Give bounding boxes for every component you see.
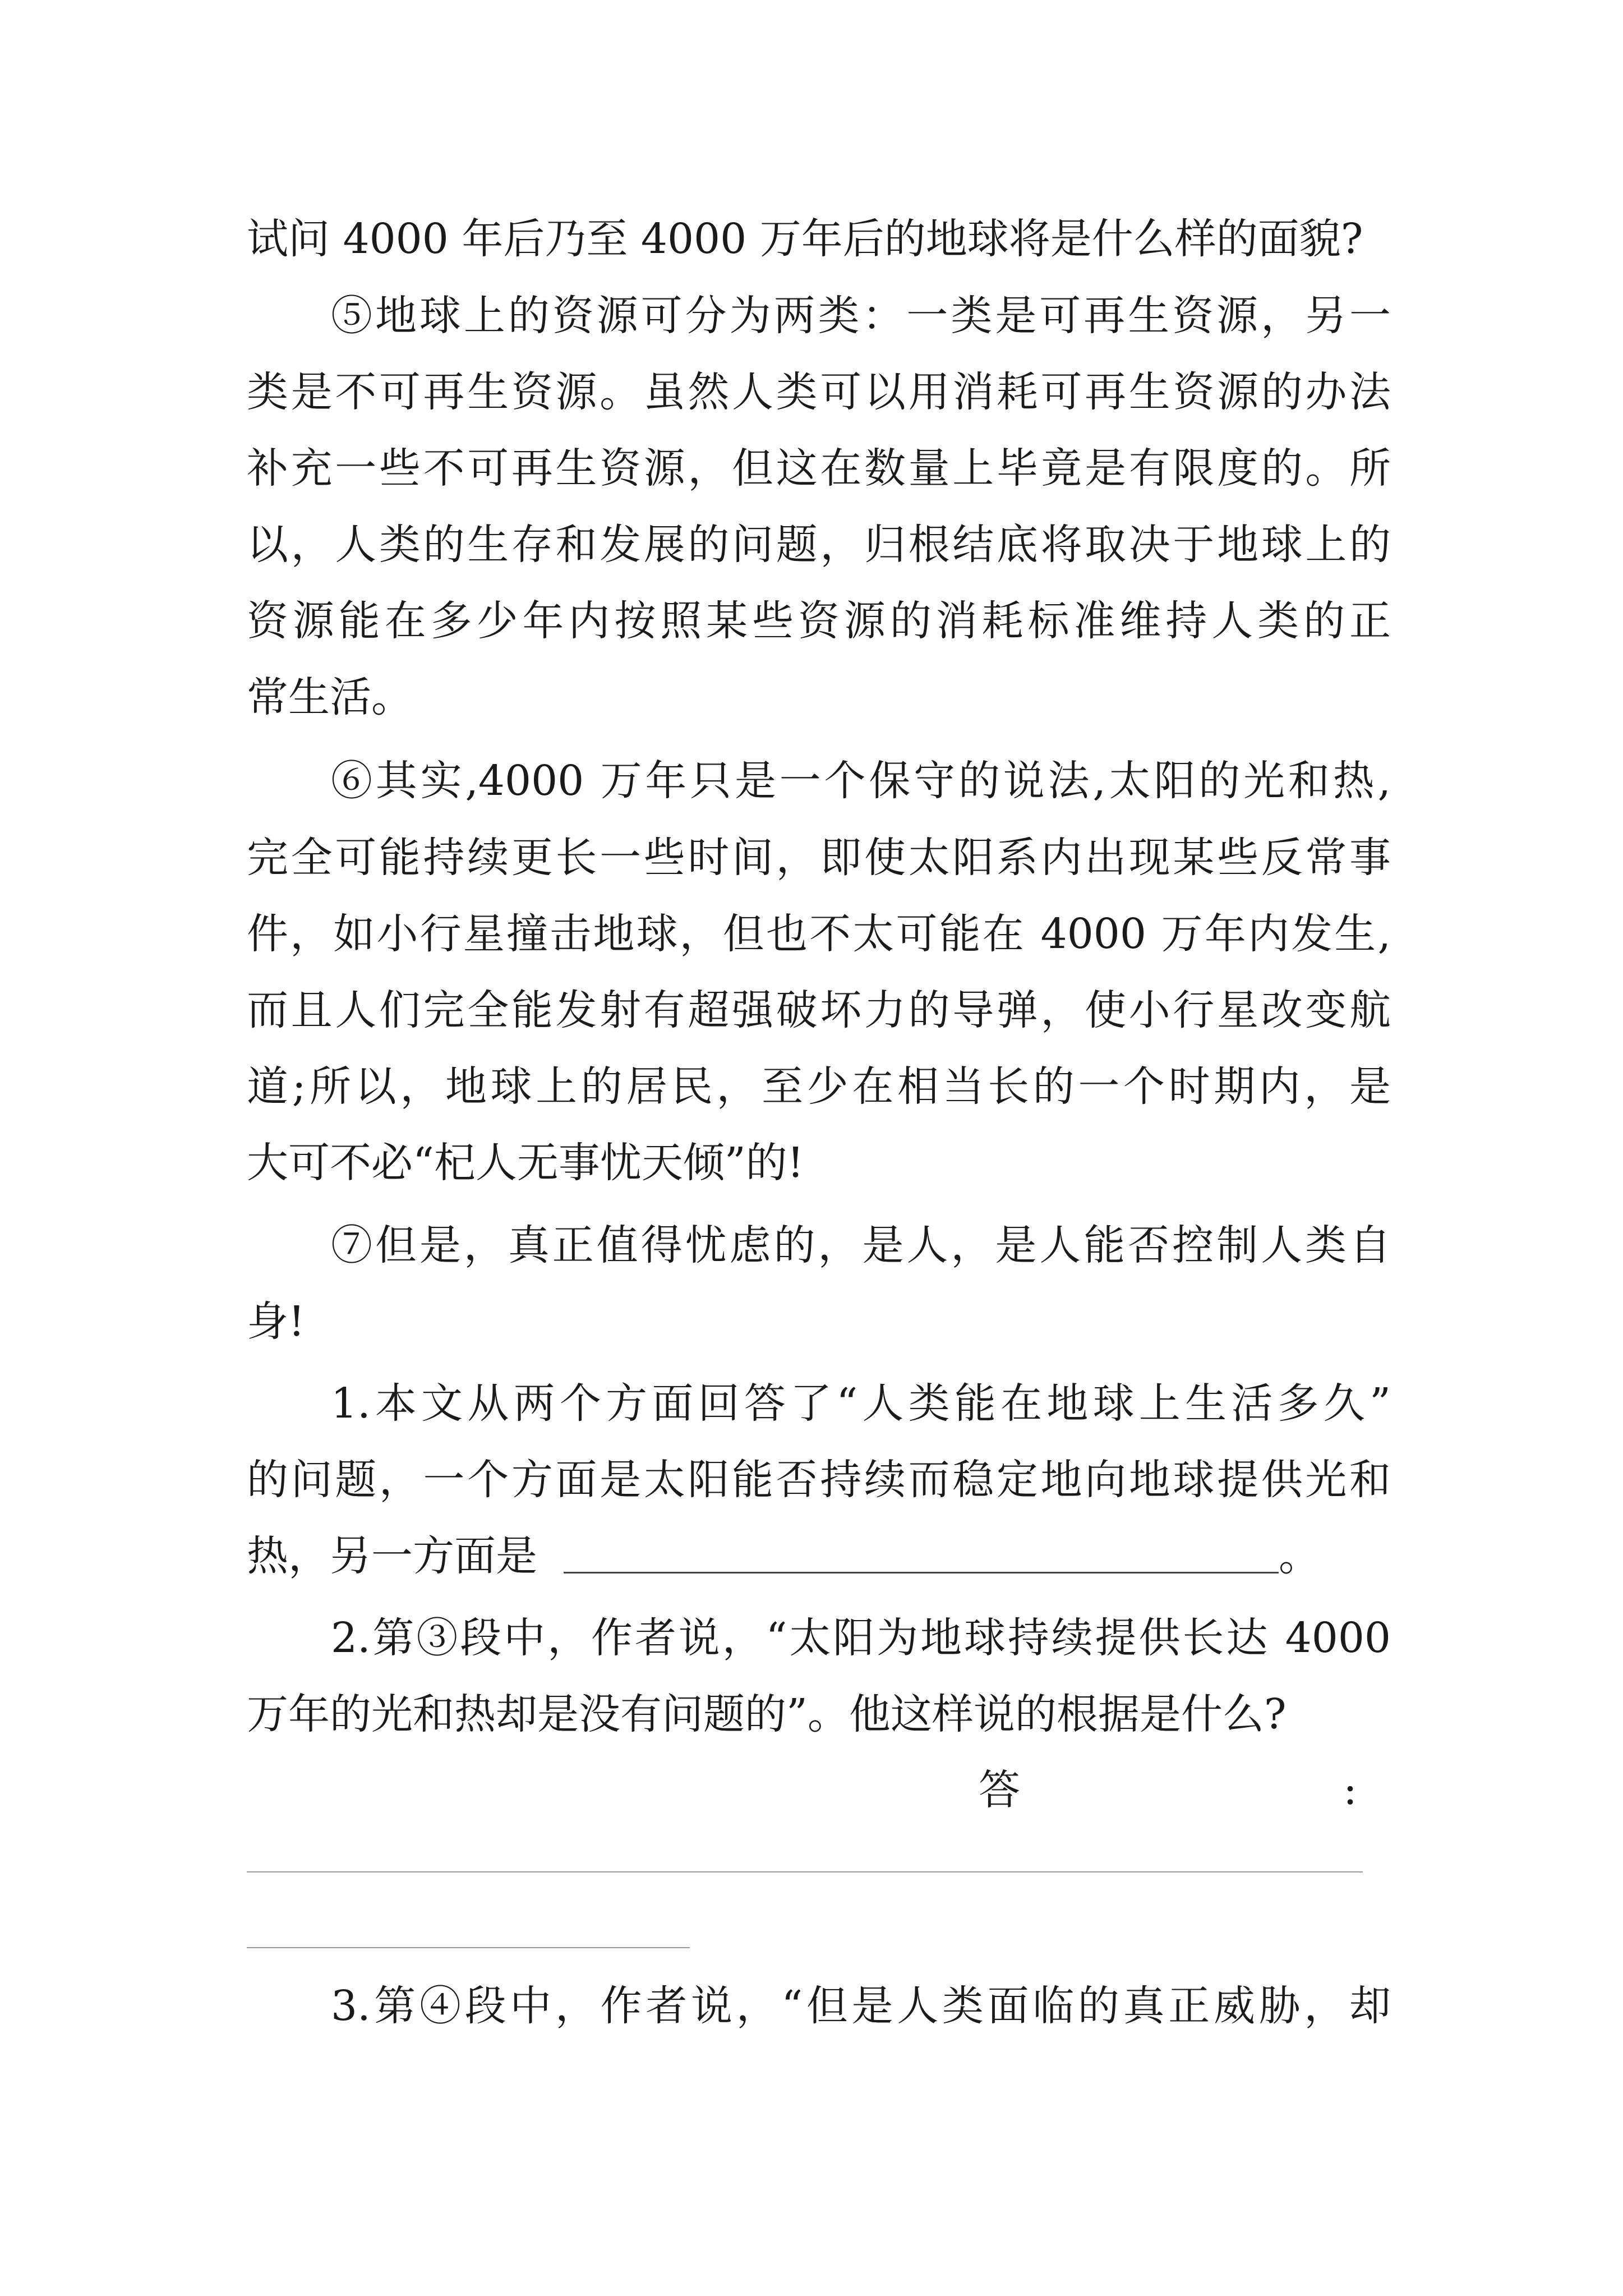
- text-line: 补充一些不可再生资源，但这在数量上毕竟是有限度的。所: [247, 444, 1391, 493]
- paragraph-6-line: ⑥其实,4000 万年只是一个保守的说法,太阳的光和热,: [331, 757, 1391, 805]
- paragraph-7-line: ⑦但是，真正值得忧虑的，是人，是人能否控制人类自: [331, 1221, 1391, 1269]
- text-line: 大可不必“杞人无事忧天倾”的!: [247, 1139, 804, 1187]
- question-2-line: 2.第③段中，作者说，“太阳为地球持续提供长达 4000: [331, 1614, 1391, 1662]
- text-line: 件，如小行星撞击地球，但也不太可能在 4000 万年内发生,: [247, 910, 1391, 958]
- text-line: 完全可能持续更长一些时间，即使太阳系内出现某些反常事: [247, 834, 1391, 882]
- answer-colon: :: [1343, 1766, 1357, 1814]
- answer-line[interactable]: [247, 1871, 1363, 1872]
- text-line: 而且人们完全能发射有超强破坏力的导弹，使小行星改变航: [247, 986, 1391, 1034]
- text-line: 身!: [247, 1297, 305, 1346]
- text-line: 资源能在多少年内按照某些资源的消耗标准维持人类的正: [247, 597, 1391, 645]
- answer-label: 答: [979, 1766, 1020, 1814]
- text-line: 。: [1279, 1532, 1320, 1580]
- text-line: 万年的光和热却是没有问题的”。他这样说的根据是什么?: [247, 1690, 1287, 1738]
- text-line: 热，另一方面是: [247, 1532, 537, 1580]
- text-line: 试问 4000 年后乃至 4000 万年后的地球将是什么样的面貌?: [247, 215, 1363, 263]
- paragraph-5-line: ⑤地球上的资源可分为两类：一类是可再生资源，另一: [331, 292, 1391, 340]
- text-line: 以，人类的生存和发展的问题，归根结底将取决于地球上的: [247, 521, 1391, 569]
- text-line: 道;所以，地球上的居民，至少在相当长的一个时期内，是: [247, 1062, 1391, 1111]
- question-3-line: 3.第④段中，作者说，“但是人类面临的真正威胁，却: [331, 1982, 1391, 2030]
- text-line: 常生活。: [247, 673, 413, 721]
- answer-line[interactable]: [247, 1947, 690, 1948]
- text-line: 的问题，一个方面是太阳能否持续而稳定地向地球提供光和: [247, 1456, 1391, 1504]
- answer-blank[interactable]: [564, 1572, 1279, 1573]
- question-1-line: 1.本文从两个方面回答了“人类能在地球上生活多久”: [331, 1379, 1391, 1428]
- text-line: 类是不可再生资源。虽然人类可以用消耗可再生资源的办法: [247, 368, 1391, 416]
